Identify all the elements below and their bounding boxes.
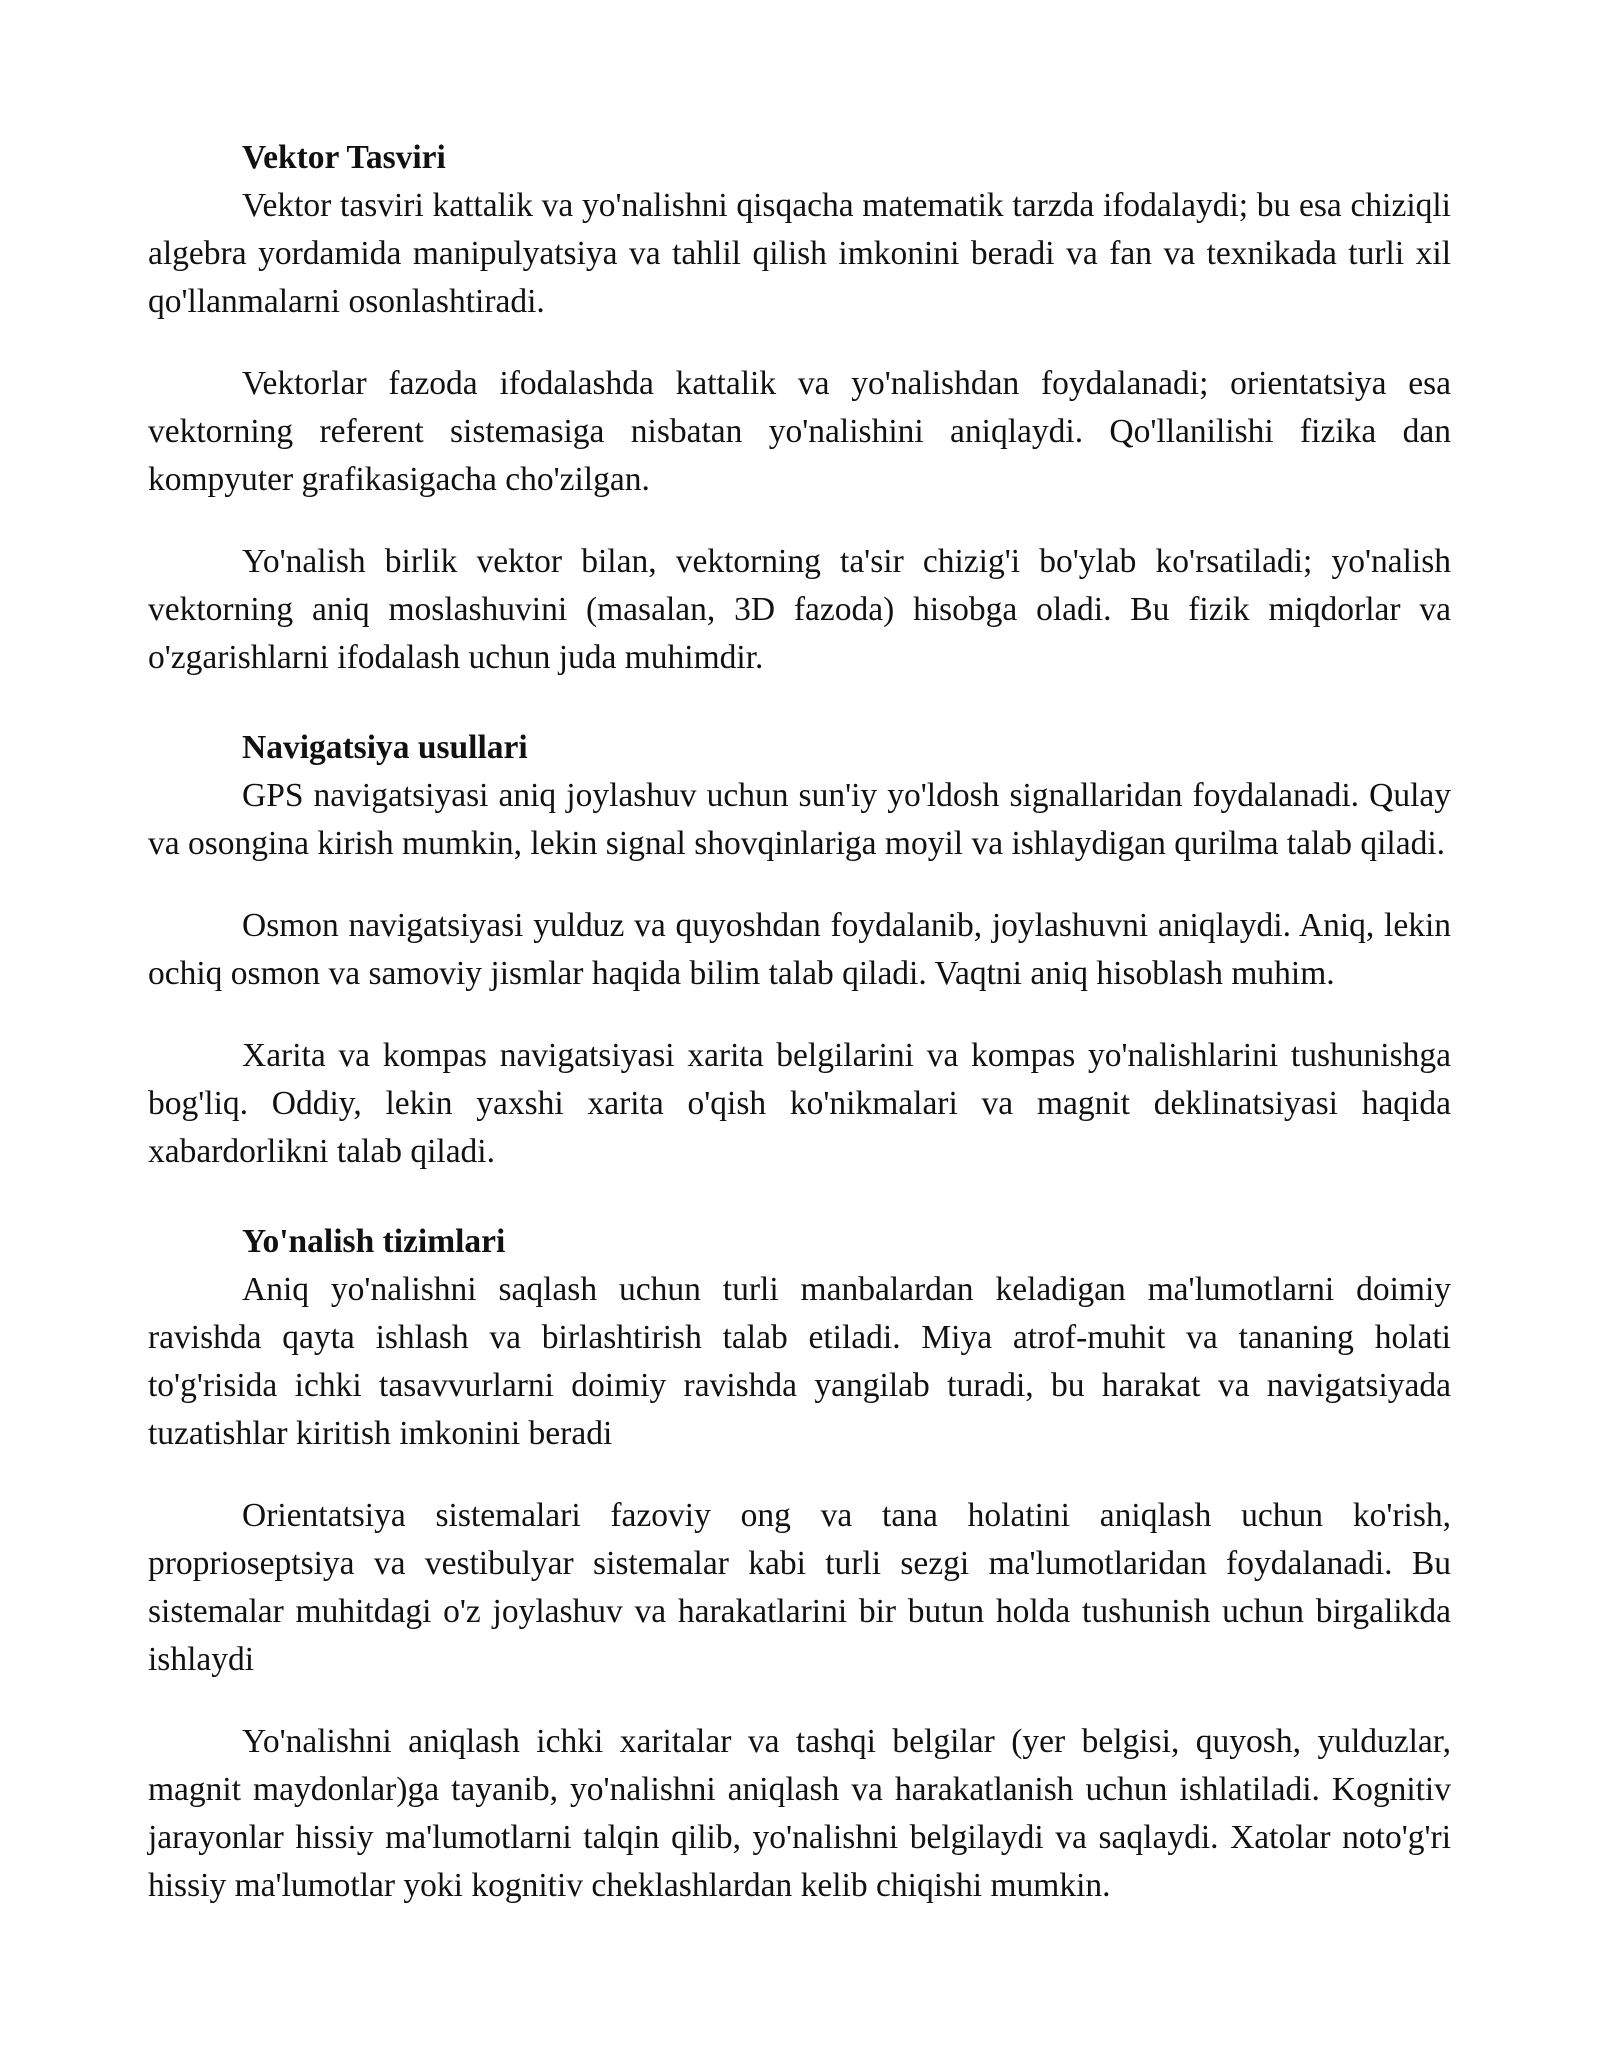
section-vektor-tasviri [148,134,1451,682]
paragraph: Xarita va kompas navigatsiyasi xarita belgilarini va kompas yo'nalishlarini tushunishga bog'liq. Oddiy, lekin yaxshi xarita o'qish ko'nikmalari va magnit deklinatsiyasi haqida xabardorlikni talab qiladi. [148,1037,1451,1170]
section-heading: Yo'nalish tizimlari [242,1223,506,1260]
paragraph: Aniq yo'nalishni saqlash uchun turli manbalardan keladigan ma'lumotlarni doimiy ravishda qayta ishlash va birlashtirish talab etiladi. Miya atrof-muhit va tananing holati to'g'risida ichki tasavvurlarni doimiy ravishda yangilab turadi, bu harakat va navigatsiyada tuzatishlar kiritish imkonini beradi [148,1271,1451,1452]
paragraph: Vektorlar fazoda ifodalashda kattalik va yo'nalishdan foydalanadi; orientatsiya esa vektorning referent sistemasiga nisbatan yo'nalishini aniqlaydi. Qo'llanilishi fizika dan kompyuter grafikasigacha cho'zilgan. [148,365,1451,498]
document-page [148,134,1451,1910]
section-yonalish-tizimlari [148,1218,1451,1910]
section-navigatsiya-usullari [148,724,1451,1176]
paragraph: Orientatsiya sistemalari fazoviy ong va tana holatini aniqlash uchun ko'rish, proprioseptsiya va vestibulyar sistemalar kabi turli sezgi ma'lumotlaridan foydalanadi. Bu sistemalar muhitdagi o'z joylashuv va harakatlarini bir butun holda tushunish uchun birgalikda ishlaydi [148,1497,1451,1678]
paragraph: Vektor tasviri kattalik va yo'nalishni qisqacha matematik tarzda ifodalaydi; bu esa chiziqli algebra yordamida manipulyatsiya va tahlil qilish imkonini beradi va fan va texnikada turli xil qo'llanmalarni osonlashtiradi. [148,187,1451,320]
paragraph: GPS navigatsiyasi aniq joylashuv uchun sun'iy yo'ldosh signallaridan foydalanadi. Qulay va osongina kirish mumkin, lekin signal shovqinlariga moyil va ishlaydigan qurilma talab qiladi. [148,777,1451,862]
section-heading: Vektor Tasviri [242,139,446,176]
paragraph: Osmon navigatsiyasi yulduz va quyoshdan foydalanib, joylashuvni aniqlaydi. Aniq, lekin ochiq osmon va samoviy jismlar haqida bilim talab qiladi. Vaqtni aniq hisoblash muhim. [148,907,1451,992]
paragraph: Yo'nalish birlik vektor bilan, vektorning ta'sir chizig'i bo'ylab ko'rsatiladi; yo'nalish vektorning aniq moslashuvini (masalan, 3D fazoda) hisobga oladi. Bu fizik miqdorlar va o'zgarishlarni ifodalash uchun juda muhimdir. [148,543,1451,676]
section-heading: Navigatsiya usullari [242,729,528,766]
paragraph: Yo'nalishni aniqlash ichki xaritalar va tashqi belgilar (yer belgisi, quyosh, yulduzlar, magnit maydonlar)ga tayanib, yo'nalishni aniqlash va harakatlanish uchun ishlatiladi. Kognitiv jarayonlar hissiy ma'lumotlarni talqin qilib, yo'nalishni belgilaydi va saqlaydi. Xatolar noto'g'ri hissiy ma'lumotlar yoki kognitiv cheklashlardan kelib chiqishi mumkin. [148,1723,1451,1904]
